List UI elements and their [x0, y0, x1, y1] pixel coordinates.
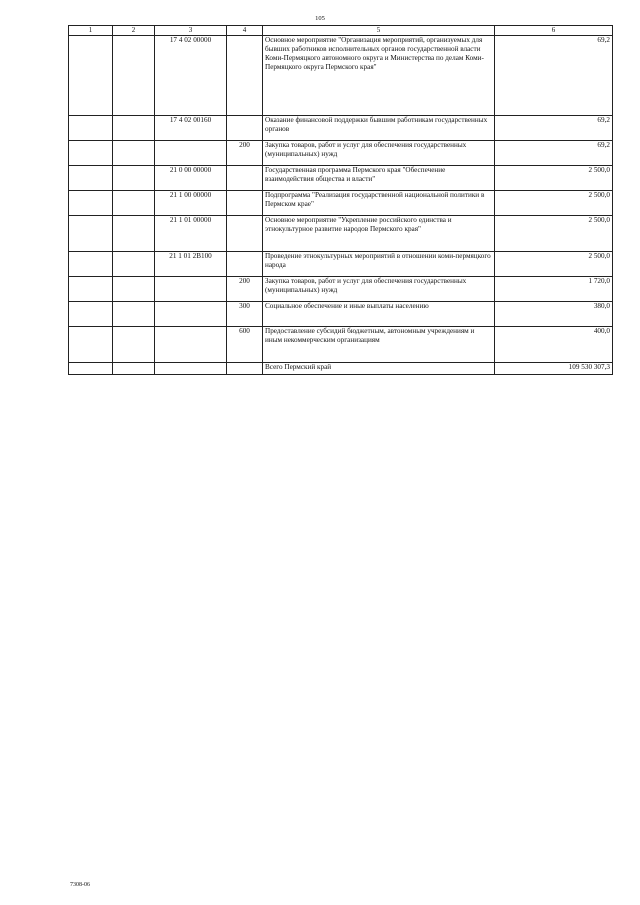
column-header: 4 [227, 26, 263, 36]
cell-section [69, 116, 113, 141]
budget-table [68, 25, 613, 375]
cell-amount: 1 720,0 [495, 277, 613, 302]
cell-target-article: 21 1 01 00000 [155, 216, 227, 252]
cell-subsection [113, 166, 155, 191]
cell-target-article [155, 141, 227, 166]
header-row [69, 26, 613, 36]
cell-amount: 2 500,0 [495, 252, 613, 277]
cell-expense-type: 200 [227, 141, 263, 166]
cell-section [69, 327, 113, 363]
cell-name: Государственная программа Пермского края "Обеспечение взаимодействия общества и власти" [263, 166, 495, 191]
cell-amount: 400,0 [495, 327, 613, 363]
cell-section [69, 302, 113, 327]
cell-section [69, 166, 113, 191]
table-row [69, 277, 613, 302]
cell-section [69, 252, 113, 277]
cell-subsection [113, 141, 155, 166]
cell-subsection [113, 191, 155, 216]
cell-target-article [155, 277, 227, 302]
cell-target-article: 17 4 02 00000 [155, 36, 227, 116]
table-row [69, 302, 613, 327]
cell-target-article [155, 363, 227, 375]
cell-name: Основное мероприятие "Организация мероприятий, организуемых для бывших работников исполнительных органов государственной власти Коми-Пермяцкого автономного округа и Министерства по делам Коми-Пермяцкого округа Пермского края" [263, 36, 495, 116]
column-header: 5 [263, 26, 495, 36]
cell-name: Предоставление субсидий бюджетным, автономным учреждениям и иным некоммерческим организациям [263, 327, 495, 363]
total-row [69, 363, 613, 375]
table-row [69, 116, 613, 141]
cell-expense-type: 300 [227, 302, 263, 327]
cell-expense-type [227, 36, 263, 116]
table-row [69, 327, 613, 363]
cell-subsection [113, 327, 155, 363]
cell-subsection [113, 252, 155, 277]
total-label: Всего Пермский край [263, 363, 495, 375]
cell-expense-type [227, 191, 263, 216]
cell-subsection [113, 277, 155, 302]
cell-target-article: 21 0 00 00000 [155, 166, 227, 191]
cell-section [69, 36, 113, 116]
table-row [69, 252, 613, 277]
cell-expense-type [227, 116, 263, 141]
cell-name: Социальное обеспечение и иные выплаты населению [263, 302, 495, 327]
cell-subsection [113, 216, 155, 252]
cell-amount: 380,0 [495, 302, 613, 327]
cell-expense-type: 600 [227, 327, 263, 363]
cell-target-article: 21 1 01 2В100 [155, 252, 227, 277]
cell-name: Проведение этнокультурных мероприятий в отношении коми-пермяцкого народа [263, 252, 495, 277]
cell-amount: 69,2 [495, 141, 613, 166]
column-header: 3 [155, 26, 227, 36]
document-code: 7308-06 [70, 882, 90, 888]
cell-target-article: 21 1 00 00000 [155, 191, 227, 216]
cell-name: Основное мероприятие "Укрепление российского единства и этнокультурное развитие народов Пермского края" [263, 216, 495, 252]
cell-subsection [113, 302, 155, 327]
cell-subsection [113, 363, 155, 375]
cell-name: Закупка товаров, работ и услуг для обеспечения государственных (муниципальных) нужд [263, 141, 495, 166]
table-row [69, 216, 613, 252]
cell-section [69, 363, 113, 375]
cell-amount: 69,2 [495, 36, 613, 116]
cell-expense-type [227, 252, 263, 277]
table-row [69, 36, 613, 116]
cell-expense-type [227, 216, 263, 252]
cell-name: Оказание финансовой поддержки бывшим работникам государственных органов [263, 116, 495, 141]
page-number: 105 [315, 15, 325, 22]
cell-amount: 69,2 [495, 116, 613, 141]
cell-expense-type: 200 [227, 277, 263, 302]
column-header: 1 [69, 26, 113, 36]
table-row [69, 141, 613, 166]
cell-section [69, 277, 113, 302]
cell-amount: 2 500,0 [495, 216, 613, 252]
cell-amount: 2 500,0 [495, 166, 613, 191]
table-row [69, 191, 613, 216]
cell-target-article [155, 302, 227, 327]
cell-name: Подпрограмма "Реализация государственной национальной политики в Пермском крае" [263, 191, 495, 216]
cell-subsection [113, 36, 155, 116]
cell-amount: 2 500,0 [495, 191, 613, 216]
cell-target-article: 17 4 02 00160 [155, 116, 227, 141]
cell-section [69, 216, 113, 252]
cell-subsection [113, 116, 155, 141]
cell-section [69, 191, 113, 216]
table-row [69, 166, 613, 191]
total-amount: 109 530 307,3 [495, 363, 613, 375]
cell-expense-type [227, 166, 263, 191]
column-header: 2 [113, 26, 155, 36]
cell-section [69, 141, 113, 166]
cell-expense-type [227, 363, 263, 375]
cell-name: Закупка товаров, работ и услуг для обеспечения государственных (муниципальных) нужд [263, 277, 495, 302]
cell-target-article [155, 327, 227, 363]
column-header: 6 [495, 26, 613, 36]
